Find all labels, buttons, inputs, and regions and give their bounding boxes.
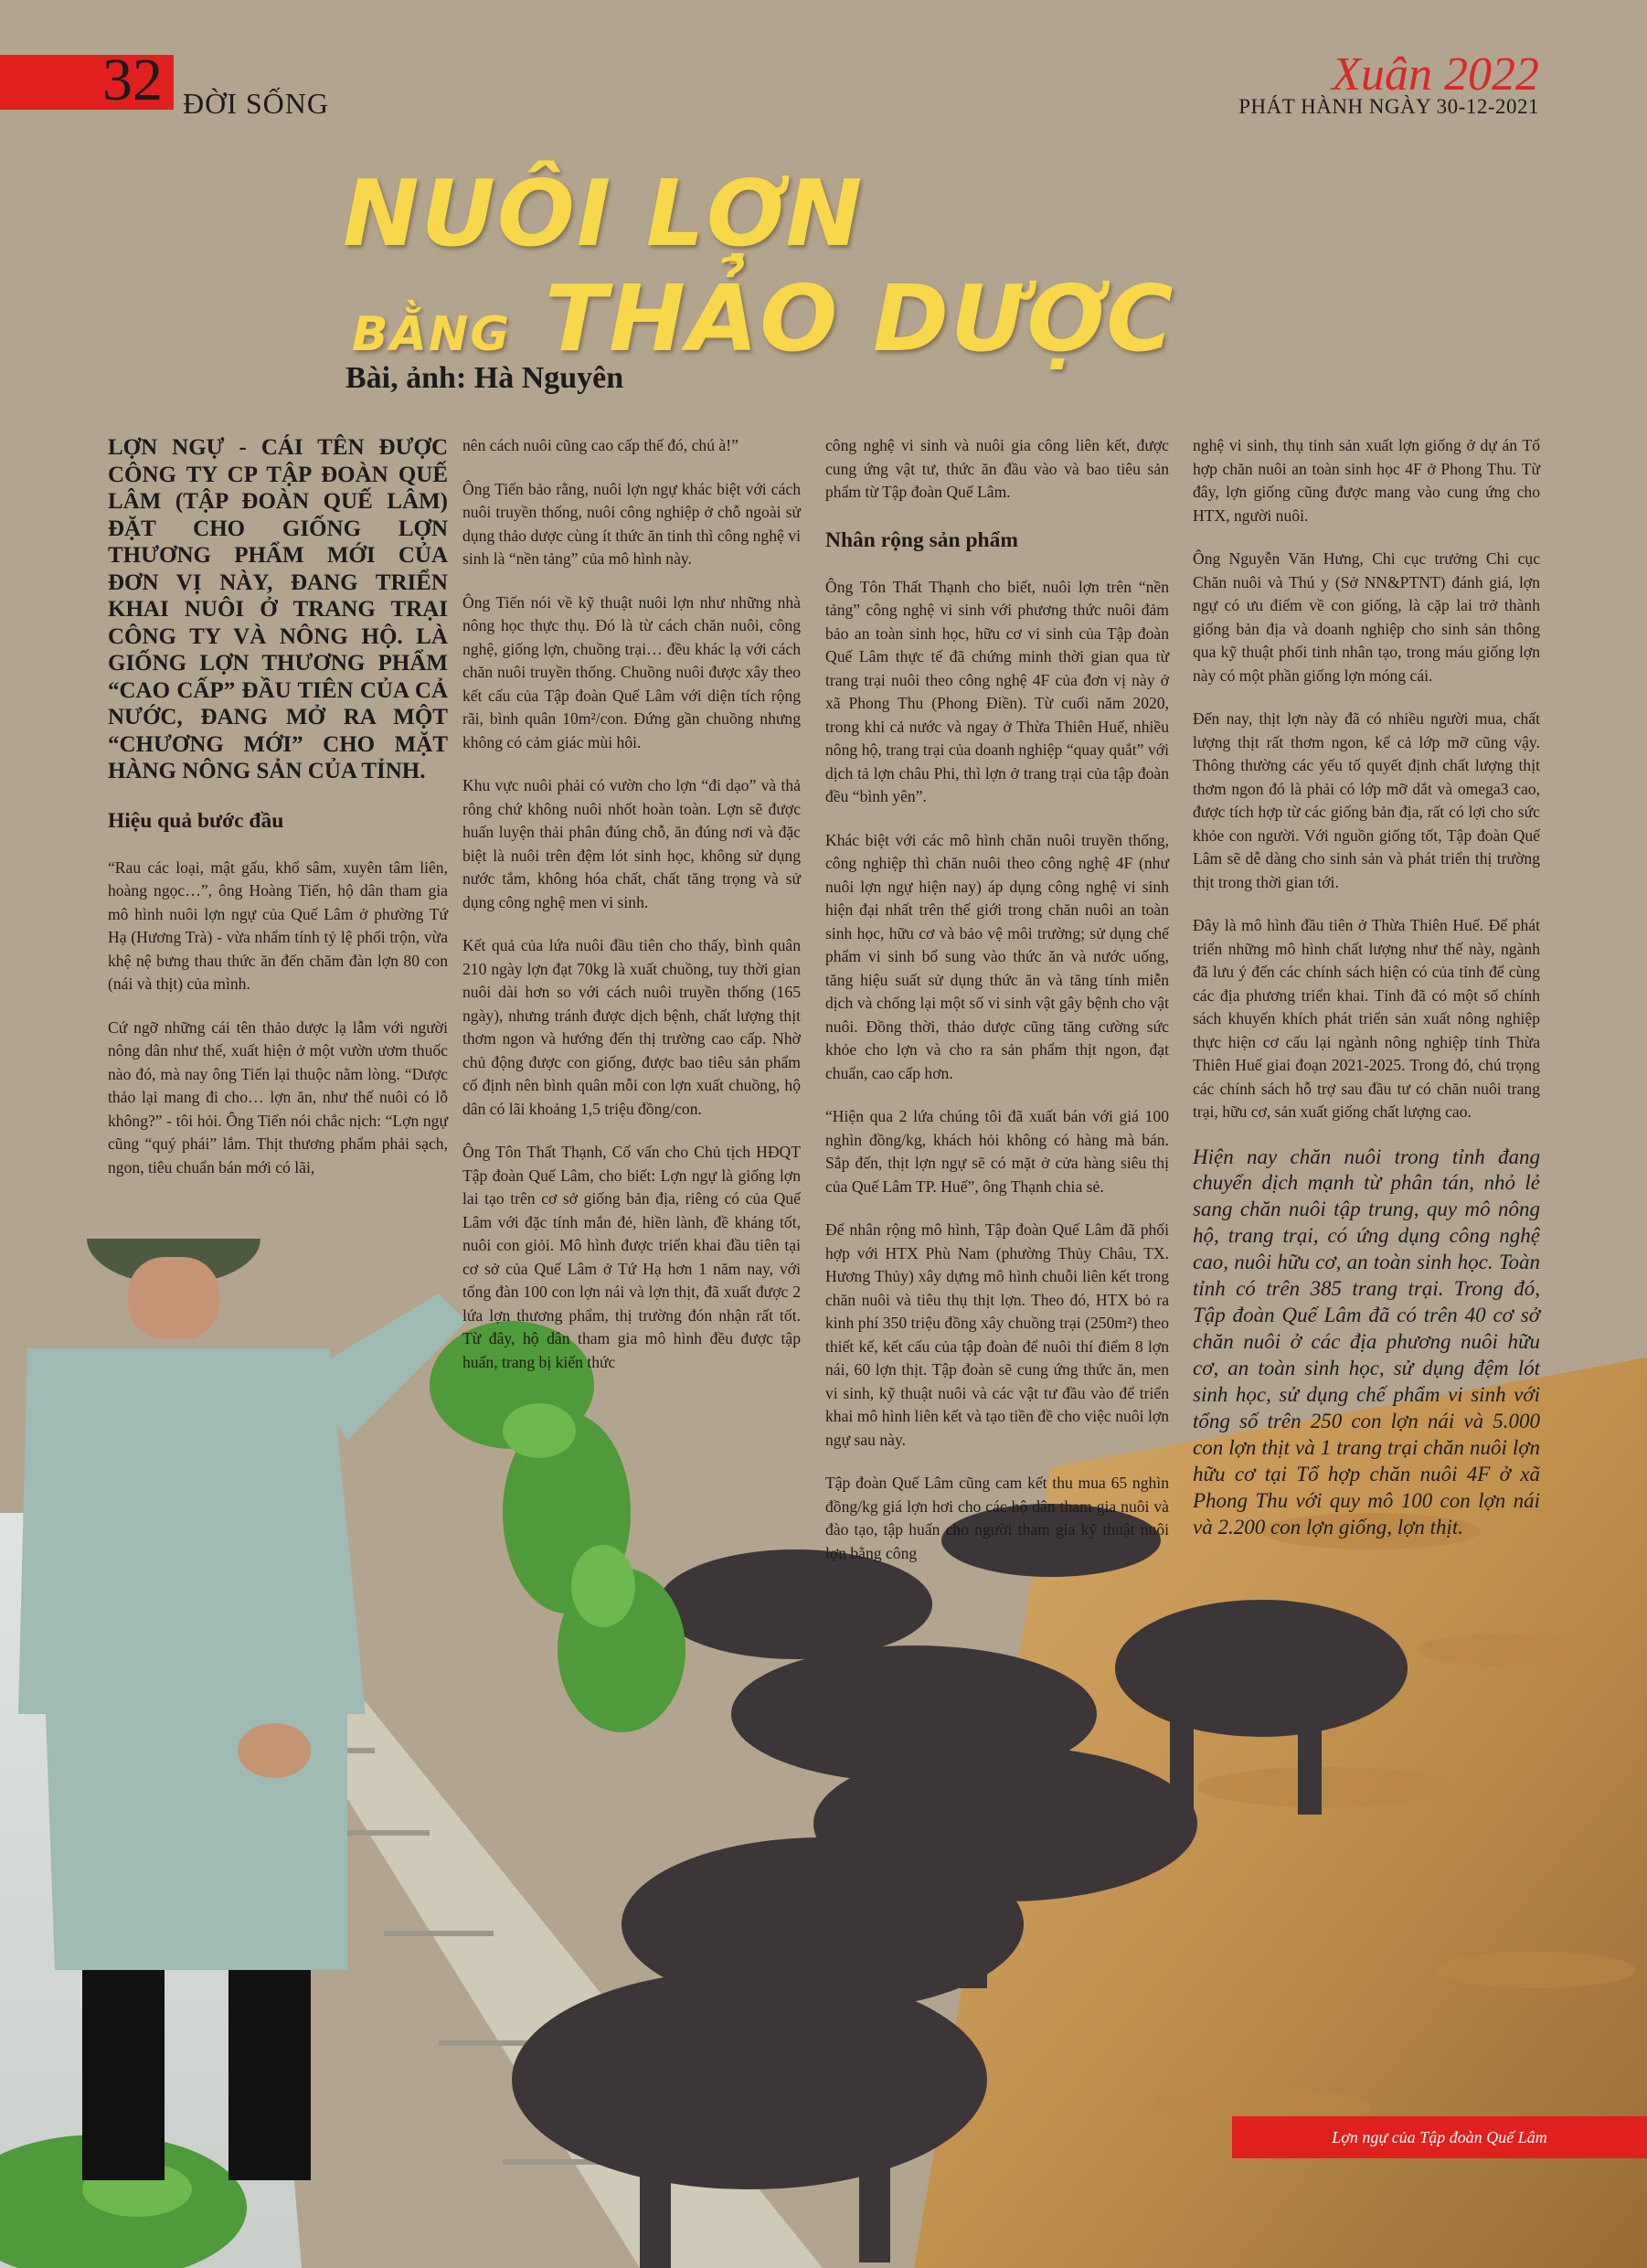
subhead-nhan-rong: Nhân rộng sản phẩm bbox=[825, 527, 1018, 552]
paragraph: Đến nay, thịt lợn này đã có nhiều người mua, chất lượng thịt rất thơm ngon, kể cả lớp mỡ cũng vậy. Thông thường các yếu tố quyết định chất lượng thịt thơm ngon đó là phải có lớp mỡ dắt và omega3 cao, được tích hợp từ các giống bản địa, rất có lợi cho sức khỏe con người. Với nguồn giống tốt, Tập đoàn Quế Lâm sẽ dễ dàng cho sinh sản và phát triển thị trường thịt trong thời gian tới. bbox=[1193, 709, 1540, 891]
text-column-3 bbox=[825, 434, 1169, 1585]
article-title-line2 bbox=[352, 265, 1175, 372]
issue-name: Xuân 2022 bbox=[1332, 48, 1539, 101]
section-label: ĐỜI SỐNG bbox=[183, 87, 329, 120]
paragraph: Ông Tiến nói về kỹ thuật nuôi lợn như những nhà nông học thực thụ. Đó là từ cách chăn nuôi, công nghệ, giống lợn, chuồng trại… đều khác lạ với cách chăn nuôi truyền thống. Chuồng nuôi được xây theo kết cấu của Tập đoàn Quế Lâm với diện tích rộng rãi, bình quân 10m²/con. Đứng gần chuồng nhưng không có cảm giác mùi hôi. bbox=[462, 592, 801, 751]
paragraph: công nghệ vi sinh và nuôi gia công liên kết, được cung ứng vật tư, thức ăn đầu vào và bao tiêu sản phẩm từ Tập đoàn Quế Lâm. bbox=[825, 436, 1169, 501]
paragraph: Ông Tôn Thất Thạnh cho biết, nuôi lợn trên “nền tảng” công nghệ vi sinh với phương thức nuôi đảm bảo an toàn sinh học, hữu cơ vi sinh của Tập đoàn Quế Lâm thực tế đã chứng minh thời gian qua từ trang trại nuôi theo công nghệ 4F của đơn vị này ở xã Phong Thu (Phong Điền). Từ cuối năm 2020, trong khi cả nước và ngay ở Thừa Thiên Huế, nhiều nông hộ, trang trại của doanh nghiệp “quay quắt” với dịch tả lợn châu Phi, thì lợn ở trang trại của tập đoàn đều “bình yên”. bbox=[825, 577, 1169, 806]
farmer-figure bbox=[18, 1239, 466, 2180]
paragraph: “Rau các loại, mật gấu, khổ sâm, xuyên tâm liên, hoàng ngọc…”, ông Hoàng Tiến, hộ dân tham gia mô hình nuôi lợn ngự của Quế Lâm ở phường Tứ Hạ (Hương Trà) - vừa nhẩm tính tỷ lệ phối trộn, vừa khệ nệ bưng thau thức ăn đến chăm đàn lợn 80 con (nái và thịt) của mình. bbox=[108, 857, 448, 994]
text-column-2 bbox=[462, 434, 801, 1394]
lead-paragraph: LỢN NGỰ - CÁI TÊN ĐƯỢC CÔNG TY CP TẬP ĐOÀN QUẾ LÂM (TẬP ĐOÀN QUẾ LÂM) ĐẶT CHO GIỐNG LỢN THƯƠNG PHẨM MỚI CỦA ĐƠN VỊ NÀY, ĐANG TRIỂN KHAI NUÔI Ở TRANG TRẠI CÔNG TY VÀ NÔNG HỘ. LÀ GIỐNG LỢN THƯƠNG PHẨM “CAO CẤP” ĐẦU TIÊN CỦA CẢ NƯỚC, ĐANG MỞ RA MỘT “CHƯƠNG MỚI” CHO MẶT HÀNG NÔNG SẢN CỦA TỈNH. bbox=[108, 435, 448, 783]
subhead-hieu-qua: Hiệu quả bước đầu bbox=[108, 808, 284, 833]
release-date: PHÁT HÀNH NGÀY 30-12-2021 bbox=[1238, 95, 1539, 118]
paragraph: Ông Tiến bảo rằng, nuôi lợn ngự khác biệt với cách nuôi truyền thống, nuôi công nghiệp ở chỗ ngoài sử dụng thảo dược cùng ít thức ăn tinh thì công nghệ vi sinh là “nền tảng” của mô hình này. bbox=[462, 479, 801, 568]
paragraph: Cứ ngỡ những cái tên thảo dược lạ lẫm với người nông dân như thế, xuất hiện ở một vườn ươm thuốc nào đó, mà nay ông Tiến lại thuộc nằm lòng. “Dược thảo lại mang đi cho… lợn ăn, như thế nuôi có lỗ không?” - tôi hỏi. Ông Tiến nói chắc nịch: “Lợn ngự cũng “quý phái” lắm. Thịt thương phẩm phải sạch, ngon, tiêu chuẩn bán mới có lãi, bbox=[108, 1017, 448, 1177]
paragraph: Ông Tôn Thất Thạnh, Cố vấn cho Chủ tịch HĐQT Tập đoàn Quế Lâm, cho biết: Lợn ngự là giống lợn lai tạo trên cơ sở giống bản địa, riêng có của Quế Lâm với đặc tính mắn đẻ, hiền lành, đề kháng tốt, nuôi con giỏi. Mô hình được triển khai đầu tiên tại cơ sở của Quế Lâm ở Tứ Hạ hơn 1 năm nay, với tổng đàn 100 con lợn nái và lợn thịt, đã xuất được 2 lứa lợn thương phẩm, thị trường đón nhận rất tốt. Từ đây, hộ dân tham gia mô hình đều được tập huấn, trang bị kiến thức bbox=[462, 1143, 801, 1371]
paragraph: Ông Nguyễn Văn Hưng, Chi cục trưởng Chi cục Chăn nuôi và Thú y (Sở NN&PTNT) đánh giá, lợn ngự có ưu điểm về con giống, là cặp lai trở thành giống bản địa và doanh nghiệp cho sinh sản thông qua kỹ thuật phối tinh nhân tạo, trong máu giống lợn này có một phần giống lợn móng cái. bbox=[1193, 549, 1540, 685]
paragraph: Khác biệt với các mô hình chăn nuôi truyền thống, công nghiệp thì chăn nuôi theo công nghệ 4F (như nuôi lợn ngự hiện nay) áp dụng công nghệ vi sinh hiện đại nhất trên thế giới trong chăn nuôi an toàn sinh học, hữu cơ và bảo vệ môi trường; sử dụng chế phẩm vi sinh bổ sung vào thức ăn và nước uống, tăng hiệu suất sử dụng thức ăn và tăng tính miễn dịch và chống lại một số vi sinh vật gây bệnh cho vật nuôi. Đồng thời, thảo dược cũng tăng cường sức khỏe cho lợn và cho ra sản phẩm thịt ngon, đạt chuẩn, cao cấp hơn. bbox=[825, 830, 1169, 1082]
photo-caption: Lợn ngự của Tập đoàn Quế Lâm bbox=[1332, 2127, 1547, 2146]
article-title-line2-small: BẰNG bbox=[352, 307, 512, 362]
text-column-4 bbox=[1193, 434, 1540, 1561]
paragraph: Tập đoàn Quế Lâm cũng cam kết thu mua 65 nghìn đồng/kg giá lợn hơi cho các hộ dân tham gia nuôi và đào tạo, tập huấn cho người tham gia kỹ thuật nuôi lợn bằng công bbox=[825, 1474, 1169, 1562]
page-number: 32 bbox=[102, 47, 163, 113]
article-title-line1: NUÔI LỢN bbox=[343, 160, 865, 267]
pull-quote: Hiện nay chăn nuôi trong tỉnh đang chuyển dịch mạnh từ phân tán, nhỏ lẻ sang chăn nuôi tập trung, quy mô nông hộ, trang trại, có ứng dụng công nghệ cao, nuôi hữu cơ, an toàn sinh học. Toàn tỉnh có trên 385 trang trại. Trong đó, Tập đoàn Quế Lâm đã có trên 40 cơ sở chăn nuôi ở các địa phương nuôi hữu cơ, an toàn sinh học, sử dụng đệm lót sinh học, sử dụng chế phẩm vi sinh với tổng số trên 250 con lợn nái và 5.000 con lợn thịt và 1 trang trại chăn nuôi lợn hữu cơ tại Tổ hợp chăn nuôi 4F ở xã Phong Thu với quy mô 100 con lợn nái và 2.200 con lợn giống, lợn thịt. bbox=[1193, 1145, 1540, 1539]
article-title-line2-big: THẢO DƯỢC bbox=[544, 265, 1175, 372]
photo-caption-bar bbox=[1232, 2116, 1647, 2158]
paragraph: “Hiện qua 2 lứa chúng tôi đã xuất bán với giá 100 nghìn đồng/kg, khách hỏi không có hàng mà bán. Sắp đến, thịt lợn ngự sẽ có mặt ở cửa hàng siêu thị của Quế Lâm TP. Huế”, ông Thạnh chia sẻ. bbox=[825, 1107, 1169, 1196]
byline: Bài, ảnh: Hà Nguyên bbox=[345, 361, 624, 395]
paragraph: nên cách nuôi cũng cao cấp thế đó, chú à!” bbox=[462, 436, 738, 454]
paragraph: Khu vực nuôi phải có vườn cho lợn “đi dạo” và thả rông chứ không nuôi nhốt hoàn toàn. Lợn sẽ được huấn luyện thải phân đúng chỗ, ăn đúng nơi và đặc biệt là nuôi trên đệm lót sinh học, không sử dụng nước tắm, không hóa chất, chất tăng trọng và sử dụng công nghệ men vi sinh. bbox=[462, 776, 801, 911]
paragraph: Kết quả của lứa nuôi đầu tiên cho thấy, bình quân 210 ngày lợn đạt 70kg là xuất chuồng, tuy thời gian nuôi dài hơn so với cách nuôi truyền thống (165 ngày), nhưng tránh được dịch bệnh, chất lượng thịt thơm ngon và hướng đến thị trường cao cấp. Nhờ chủ động được con giống, được bao tiêu sản phẩm cố định nên bình quân mỗi con lợn xuất chuồng, hộ dân có lãi khoảng 1,5 triệu đồng/con. bbox=[462, 936, 801, 1118]
paragraph: Đây là mô hình đầu tiên ở Thừa Thiên Huế. Để phát triển những mô hình chất lượng như thế này, ngành đã lưu ý đến các chính sách hiện có của tỉnh để cùng các địa phương triển khai. Tỉnh đã có một số chính sách khuyến khích phát triển sản xuất nông nghiệp thực hiện cơ cấu lại ngành nông nghiệp tỉnh Thừa Thiên Huế giai đoạn 2021-2025. Trong đó, chú trọng các chính sách hỗ trợ sau đầu tư có chăn nuôi trang trại, hữu cơ, sản xuất giống chất lượng cao. bbox=[1193, 916, 1540, 1121]
paragraph: nghệ vi sinh, thụ tinh sản xuất lợn giống ở dự án Tổ hợp chăn nuôi an toàn sinh học 4F ở Phong Thu. Từ đây, lợn giống cũng được mang vào cung ứng cho HTX, người nuôi. bbox=[1193, 436, 1540, 525]
paragraph: Để nhân rộng mô hình, Tập đoàn Quế Lâm đã phối hợp với HTX Phù Nam (phường Thủy Châu, TX. Hương Thủy) xây dựng mô hình chuỗi liên kết trong chăn nuôi và tiêu thụ thịt lợn. Theo đó, HTX bỏ ra kinh phí 350 triệu đồng xây chuồng trại (250m²) theo thiết kế, kết cấu của tập đoàn để nuôi thí điểm 8 lợn nái, 60 lợn thịt. Tập đoàn sẽ cung ứng thức ăn, men vi sinh, kỹ thuật nuôi và các vật tư đầu vào để triển khai mô hình liên kết và tạo tiền đề cho việc nuôi lợn ngự sau này. bbox=[825, 1220, 1169, 1449]
text-column-1 bbox=[108, 434, 448, 1199]
